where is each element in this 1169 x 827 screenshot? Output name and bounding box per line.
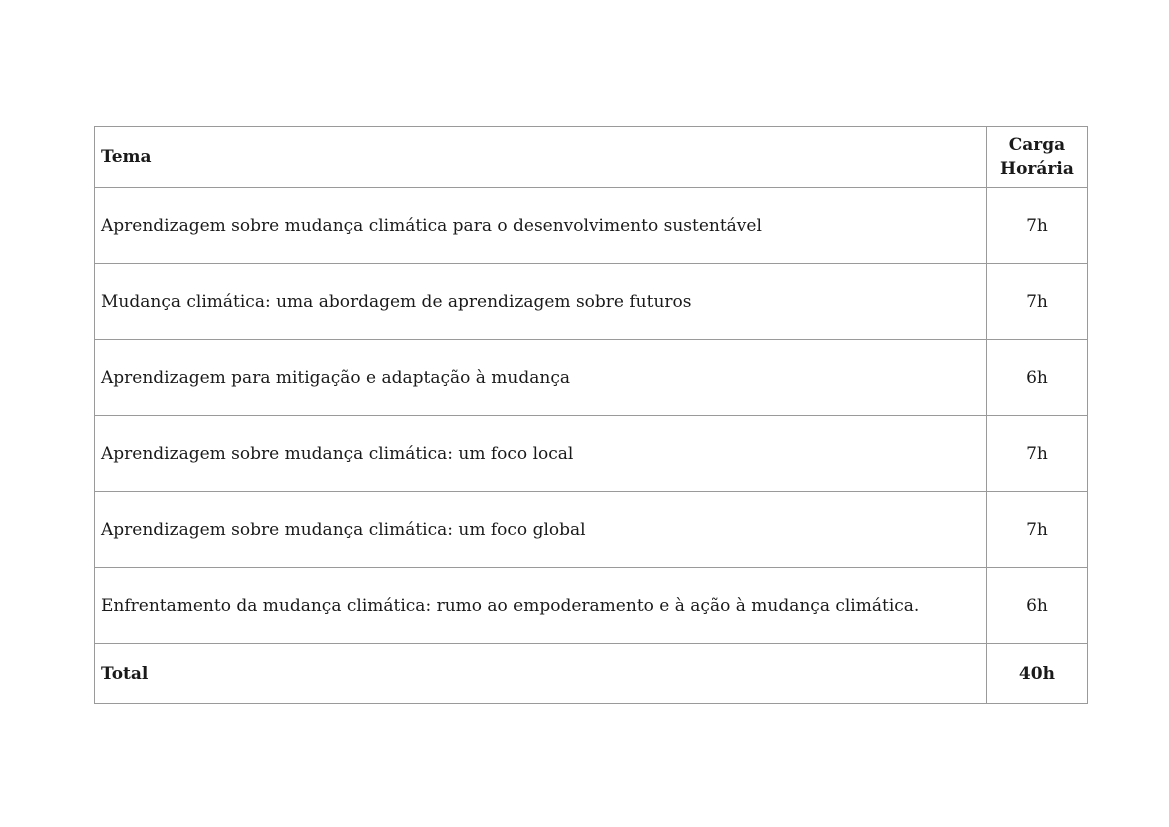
row-topic: Aprendizagem sobre mudança climática: um foco local [95, 416, 987, 492]
row-topic: Mudança climática: uma abordagem de aprendizagem sobre futuros [95, 264, 987, 340]
row-hours: 7h [986, 264, 1087, 340]
row-topic: Enfrentamento da mudança climática: rumo ao empoderamento e à ação à mudança climática. [95, 568, 987, 644]
row-hours: 7h [986, 188, 1087, 264]
row-hours: 7h [986, 416, 1087, 492]
table-row [95, 416, 1088, 492]
header-hours [986, 127, 1087, 188]
table-row [95, 188, 1088, 264]
header-hours-line1: Carga [1008, 135, 1066, 155]
table-total-row [95, 644, 1088, 704]
row-hours: 6h [986, 340, 1087, 416]
row-topic: Aprendizagem para mitigação e adaptação à mudança [95, 340, 987, 416]
table-row [95, 340, 1088, 416]
course-workload-table [94, 126, 1088, 704]
table-row [95, 568, 1088, 644]
row-hours: 7h [986, 492, 1087, 568]
row-topic: Aprendizagem sobre mudança climática: um foco global [95, 492, 987, 568]
header-topic: Tema [95, 127, 987, 188]
table-header-row [95, 127, 1088, 188]
table-row [95, 264, 1088, 340]
header-hours-line2: Horária [1000, 159, 1074, 179]
table-row [95, 492, 1088, 568]
total-hours: 40h [986, 644, 1087, 704]
total-label: Total [95, 644, 987, 704]
row-topic: Aprendizagem sobre mudança climática para o desenvolvimento sustentável [95, 188, 987, 264]
row-hours: 6h [986, 568, 1087, 644]
